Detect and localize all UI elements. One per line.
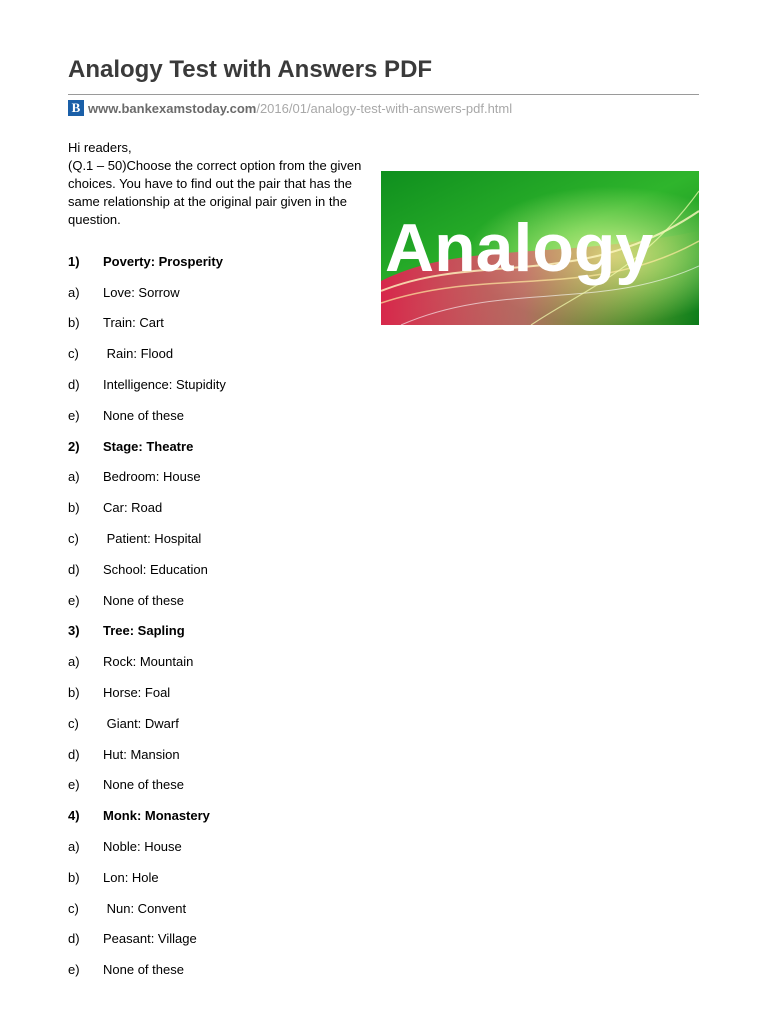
option-text: Hut: Mansion: [103, 746, 180, 762]
option-letter: d): [68, 746, 80, 762]
option-text: Love: Sorrow: [103, 284, 180, 300]
intro-greeting: Hi readers,: [68, 140, 132, 155]
option-letter: d): [68, 377, 80, 393]
option-letter: e): [68, 407, 80, 423]
option-text: School: Education: [103, 561, 208, 577]
option-text: Patient: Hospital: [103, 531, 202, 547]
option-text: Car: Road: [103, 500, 163, 516]
option-letter: e): [68, 962, 80, 978]
intro-instructions: (Q.1 – 50)Choose the correct option from the given choices. You have to find out the pair that has the same relationship at the original pair given in the question.: [68, 158, 362, 227]
option-letter: a): [68, 654, 80, 670]
option-row: [68, 677, 388, 708]
option-letter: d): [68, 561, 80, 577]
option-text: Rock: Mountain: [103, 654, 194, 670]
option-letter: c): [68, 715, 79, 731]
question-row: [68, 800, 388, 831]
option-letter: c): [68, 900, 79, 916]
option-text: None of these: [103, 407, 184, 423]
option-row: [68, 862, 388, 893]
option-letter: a): [68, 284, 80, 300]
option-letter: b): [68, 315, 80, 331]
question-row: [68, 246, 388, 277]
option-row: [68, 462, 388, 493]
analogy-banner-image: [381, 171, 699, 325]
option-text: None of these: [103, 777, 184, 793]
option-text: Peasant: Village: [103, 931, 197, 947]
option-text: Nun: Convent: [103, 900, 187, 916]
option-row: [68, 739, 388, 770]
option-row: [68, 277, 388, 308]
option-letter: d): [68, 931, 80, 947]
question-prompt: Tree: Sapling: [103, 623, 185, 639]
question-row: [68, 431, 388, 462]
option-row: [68, 400, 388, 431]
option-text: Train: Cart: [103, 315, 164, 331]
question-list: [68, 246, 388, 985]
option-letter: a): [68, 839, 80, 855]
option-letter: c): [68, 346, 79, 362]
option-row: [68, 770, 388, 801]
option-text: Horse: Foal: [103, 685, 171, 701]
question-number: 3): [68, 623, 80, 639]
option-text: None of these: [103, 962, 184, 978]
option-letter: b): [68, 685, 80, 701]
option-row: [68, 646, 388, 677]
page-title: Analogy Test with Answers PDF: [68, 56, 433, 83]
option-text: Intelligence: Stupidity: [103, 377, 226, 393]
option-row: [68, 554, 388, 585]
option-row: [68, 369, 388, 400]
source-path-link[interactable]: /2016/01/analogy-test-with-answers-pdf.html: [256, 100, 513, 116]
option-row: [68, 708, 388, 739]
option-row: [68, 585, 388, 616]
option-row: [68, 893, 388, 924]
question-number: 4): [68, 808, 80, 824]
option-letter: e): [68, 592, 80, 608]
option-text: Lon: Hole: [103, 869, 159, 885]
option-row: [68, 308, 388, 339]
question-prompt: Monk: Monastery: [103, 808, 210, 824]
source-line: [68, 99, 512, 117]
banner-word: Analogy: [385, 210, 654, 286]
question-number: 1): [68, 253, 80, 269]
option-letter: c): [68, 531, 79, 547]
question-number: 2): [68, 438, 80, 454]
option-text: Rain: Flood: [103, 346, 174, 362]
option-row: [68, 954, 388, 985]
intro-text: [68, 139, 368, 229]
title-divider: [68, 94, 699, 95]
site-logo-icon: B: [68, 100, 84, 116]
option-row: [68, 492, 388, 523]
option-row: [68, 338, 388, 369]
source-domain-link[interactable]: www.bankexamstoday.com: [88, 100, 257, 116]
question-prompt: Poverty: Prosperity: [103, 253, 223, 269]
option-text: None of these: [103, 592, 184, 608]
option-text: Noble: House: [103, 839, 182, 855]
option-text: Giant: Dwarf: [103, 715, 179, 731]
option-row: [68, 831, 388, 862]
option-letter: a): [68, 469, 80, 485]
question-prompt: Stage: Theatre: [103, 438, 194, 454]
option-row: [68, 523, 388, 554]
option-row: [68, 924, 388, 955]
option-letter: b): [68, 869, 80, 885]
option-text: Bedroom: House: [103, 469, 201, 485]
option-letter: b): [68, 500, 80, 516]
question-row: [68, 616, 388, 647]
option-letter: e): [68, 777, 80, 793]
